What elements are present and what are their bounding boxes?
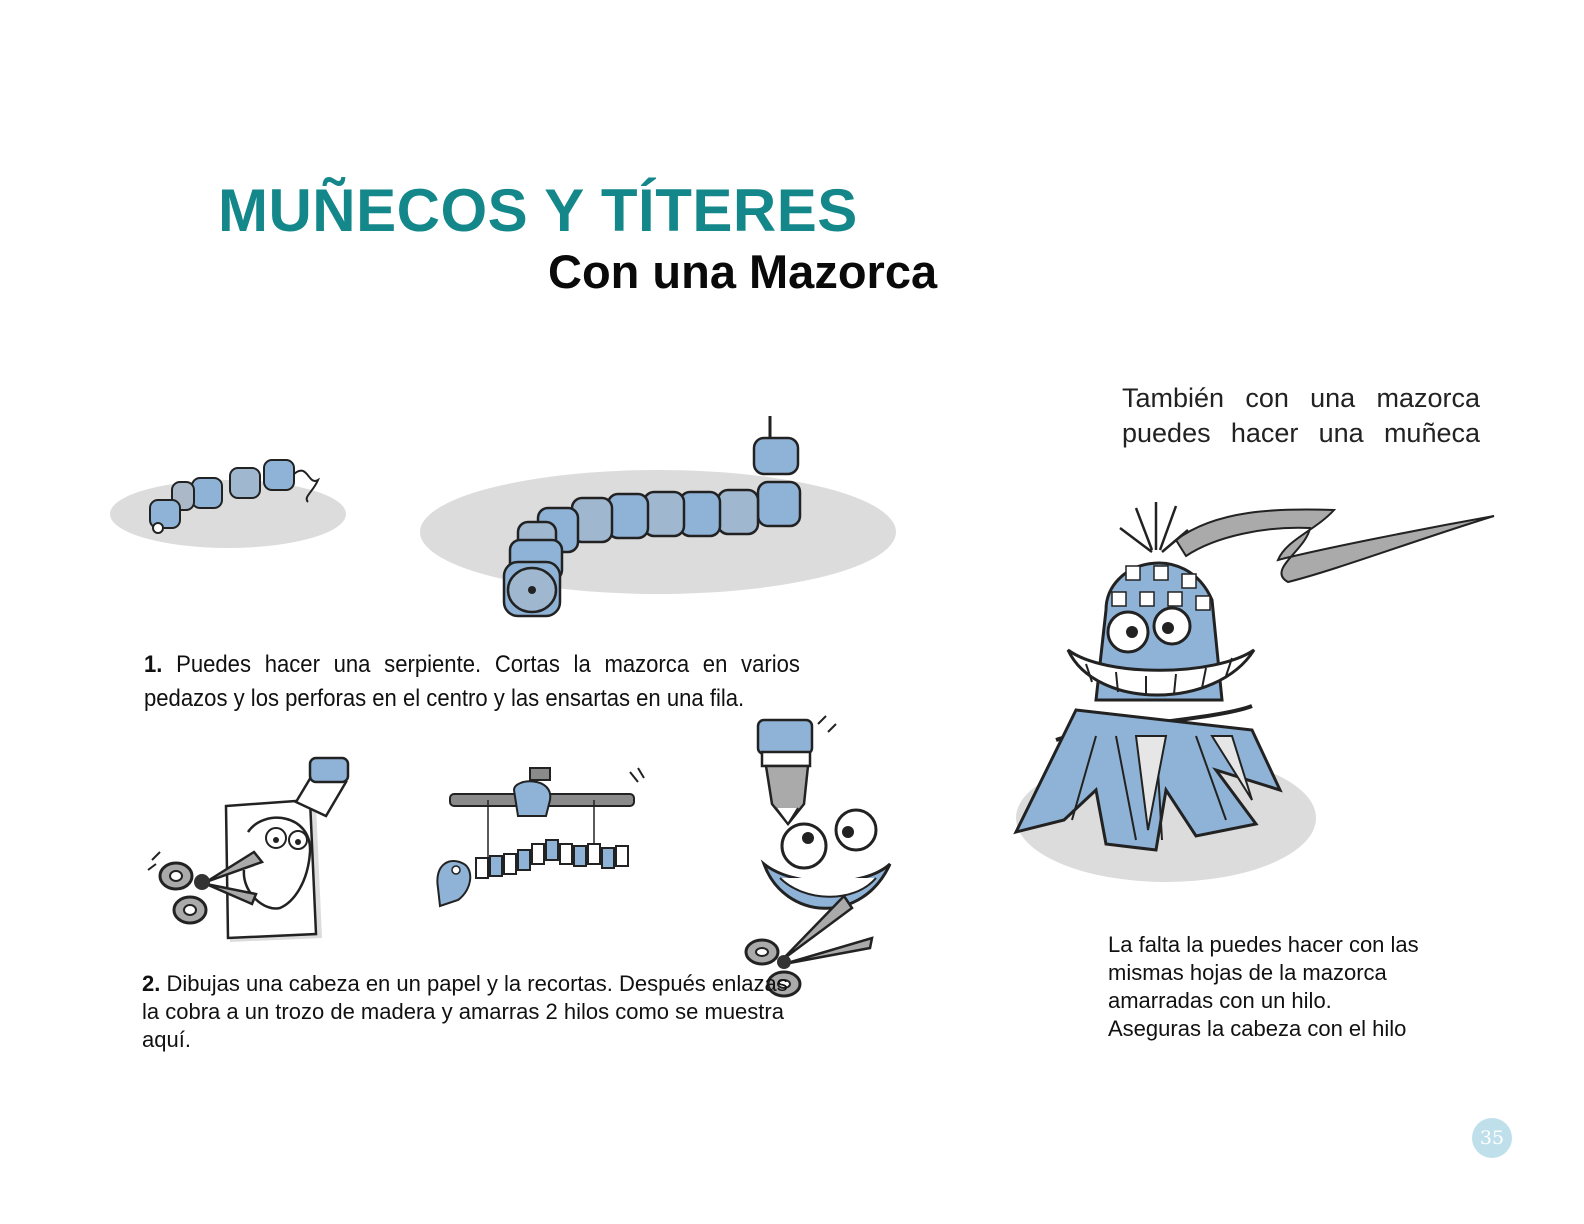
- doll-instructions-line: La falta la puedes hacer con las: [1108, 932, 1419, 957]
- step-2-number: 2.: [142, 971, 161, 996]
- step-2-text: [142, 970, 802, 1054]
- scissors-cutting-head-icon: [146, 752, 366, 952]
- step-2-body: Dibujas una cabeza en un papel y la recortas. Después enlazas la cobra a un trozo de madera y amarras 2 hilos como se muestra aquí.: [142, 971, 788, 1052]
- snake-puppet-on-stick-icon: [434, 760, 664, 920]
- step-1-number: 1.: [144, 651, 163, 678]
- corn-snake-icon: [418, 412, 898, 632]
- doll-instructions: [1108, 931, 1468, 1043]
- page-title: MUÑECOS Y TÍTERES: [218, 177, 858, 244]
- step-1-body: Puedes hacer una serpiente. Cortas la mazorca en varios pedazos y los perforas en el centro y las ensartas en una fila.: [144, 651, 800, 712]
- doll-instructions-line: mismas hojas de la mazorca: [1108, 960, 1387, 985]
- step-1-text: [144, 648, 800, 716]
- corn-husk-doll-icon: [1016, 500, 1506, 890]
- corn-slices-icon: [108, 452, 348, 552]
- doll-instructions-line: amarradas con un hilo.: [1108, 988, 1332, 1013]
- doll-instructions-line: Aseguras la cabeza con el hilo: [1108, 1016, 1407, 1041]
- page-subtitle: Con una Mazorca: [548, 245, 938, 298]
- pencil-drawing-face-icon: [744, 712, 904, 1002]
- page-number-badge: 35: [1472, 1118, 1512, 1158]
- intro-text: También con una mazorca puedes hacer una muñeca: [1122, 383, 1480, 448]
